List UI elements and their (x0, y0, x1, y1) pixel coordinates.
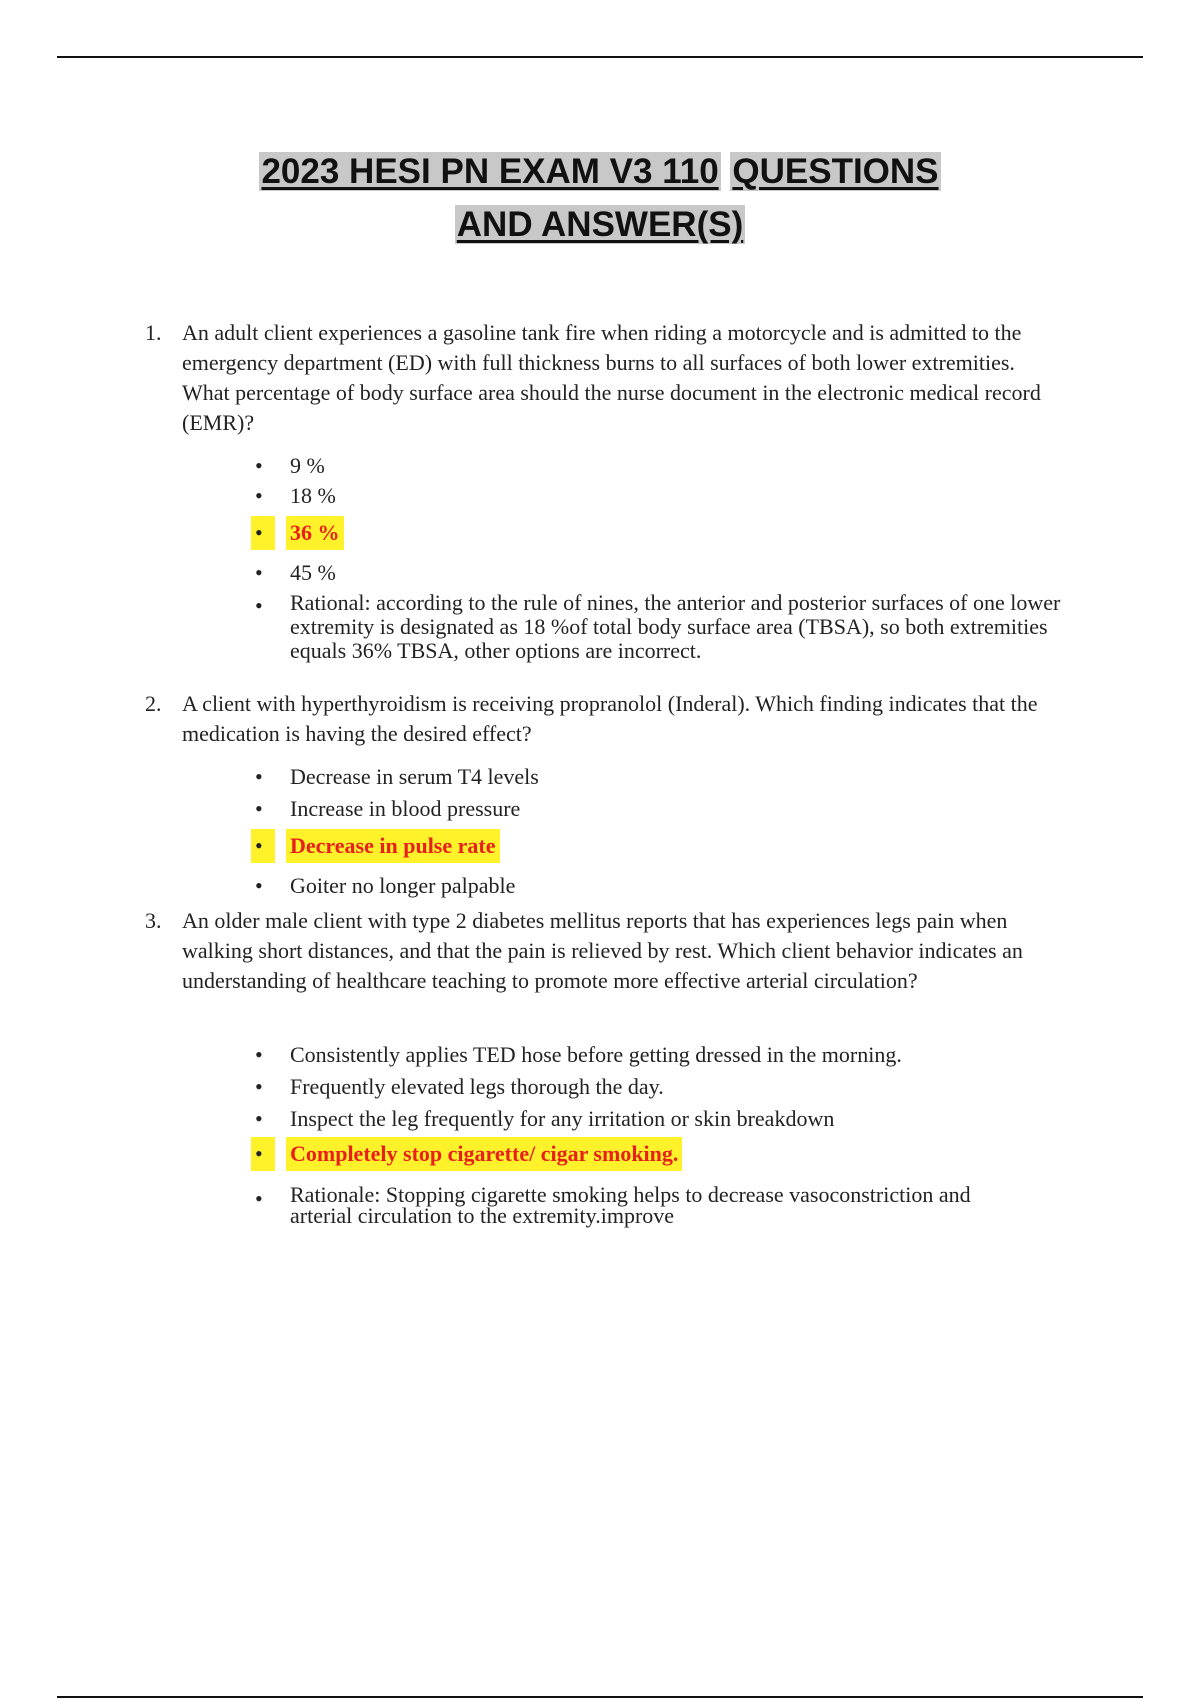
answer-option (255, 481, 1085, 511)
answer-option (255, 1040, 1085, 1070)
bullet-icon: • (255, 1106, 263, 1131)
option-text: 36 % (286, 516, 344, 550)
question-number: 2. (145, 691, 162, 716)
question-2 (145, 689, 1065, 749)
rationale (255, 591, 1085, 663)
option-text: Goiter no longer palpable (290, 873, 516, 898)
option-text: 9 % (290, 453, 325, 478)
rationale (255, 1184, 995, 1226)
bullet-icon: • (251, 516, 275, 550)
option-text: Decrease in pulse rate (286, 829, 500, 863)
question-1 (145, 318, 1065, 438)
option-text: Inspect the leg frequently for any irritation or skin breakdown (290, 1106, 835, 1131)
answer-option (255, 871, 1085, 901)
bullet-icon: • (255, 560, 263, 585)
answer-option (255, 762, 1085, 792)
bullet-icon: • (251, 829, 275, 863)
option-text: Increase in blood pressure (290, 796, 521, 821)
bullet-icon: • (255, 1186, 263, 1211)
question-text: An older male client with type 2 diabetes mellitus reports that has experiences legs pain when walking short distances, and that the pain is relieved by rest. Which client behavior indicates an understanding of healthcare teaching to promote more effective arterial circulation? (182, 908, 1023, 993)
bullet-icon: • (255, 796, 263, 821)
option-text: Frequently elevated legs thorough the day. (290, 1074, 664, 1099)
bullet-icon: • (255, 483, 263, 508)
question-text: A client with hyperthyroidism is receiving propranolol (Inderal). Which finding indicates that the medication is having the desired effect? (182, 691, 1038, 746)
bullet-icon: • (255, 764, 263, 789)
bullet-icon: • (255, 593, 263, 618)
title-segment: 2023 HESI PN EXAM V3 110 (261, 152, 719, 191)
title-segment: AND ANSWER(S) (456, 205, 744, 244)
correct-answer-option (255, 829, 1085, 863)
question-3 (145, 906, 1065, 996)
answer-option (255, 794, 1085, 824)
bullet-icon: • (255, 873, 263, 898)
rationale-text: Rational: according to the rule of nines, the anterior and posterior surfaces of one lower extremity is designated as 18 %of total body surface area (TBSA), so both extremities equals 36% TBSA, other options are incorrect. (290, 590, 1061, 663)
question-text: An adult client experiences a gasoline tank fire when riding a motorcycle and is admitted to the emergency department (ED) with full thickness burns to all surfaces of both lower extremities. What percentage of body surface area should the nurse document in the electronic medical record (EMR)? (182, 320, 1041, 435)
option-text: Decrease in serum T4 levels (290, 764, 539, 789)
option-text: Completely stop cigarette/ cigar smoking. (286, 1137, 682, 1171)
bullet-icon: • (255, 1042, 263, 1067)
answer-option (255, 1072, 1085, 1102)
answer-option (255, 558, 1085, 588)
option-text: 45 % (290, 560, 336, 585)
correct-answer-option (255, 516, 1085, 550)
bottom-rule (57, 1696, 1143, 1698)
question-number: 3. (145, 908, 162, 933)
option-text: Consistently applies TED hose before getting dressed in the morning. (290, 1042, 902, 1067)
option-text: 18 % (290, 483, 336, 508)
bullet-icon: • (255, 453, 263, 478)
answer-option (255, 451, 1085, 481)
bullet-icon: • (251, 1137, 275, 1171)
rationale-text: Rationale: Stopping cigarette smoking helps to decrease vasoconstriction and arterial circulation to the extremity.improve (290, 1182, 971, 1228)
correct-answer-option (255, 1137, 1085, 1171)
title-segment: QUESTIONS (732, 152, 939, 191)
question-number: 1. (145, 320, 162, 345)
bullet-icon: • (255, 1074, 263, 1099)
answer-option (255, 1104, 1085, 1134)
